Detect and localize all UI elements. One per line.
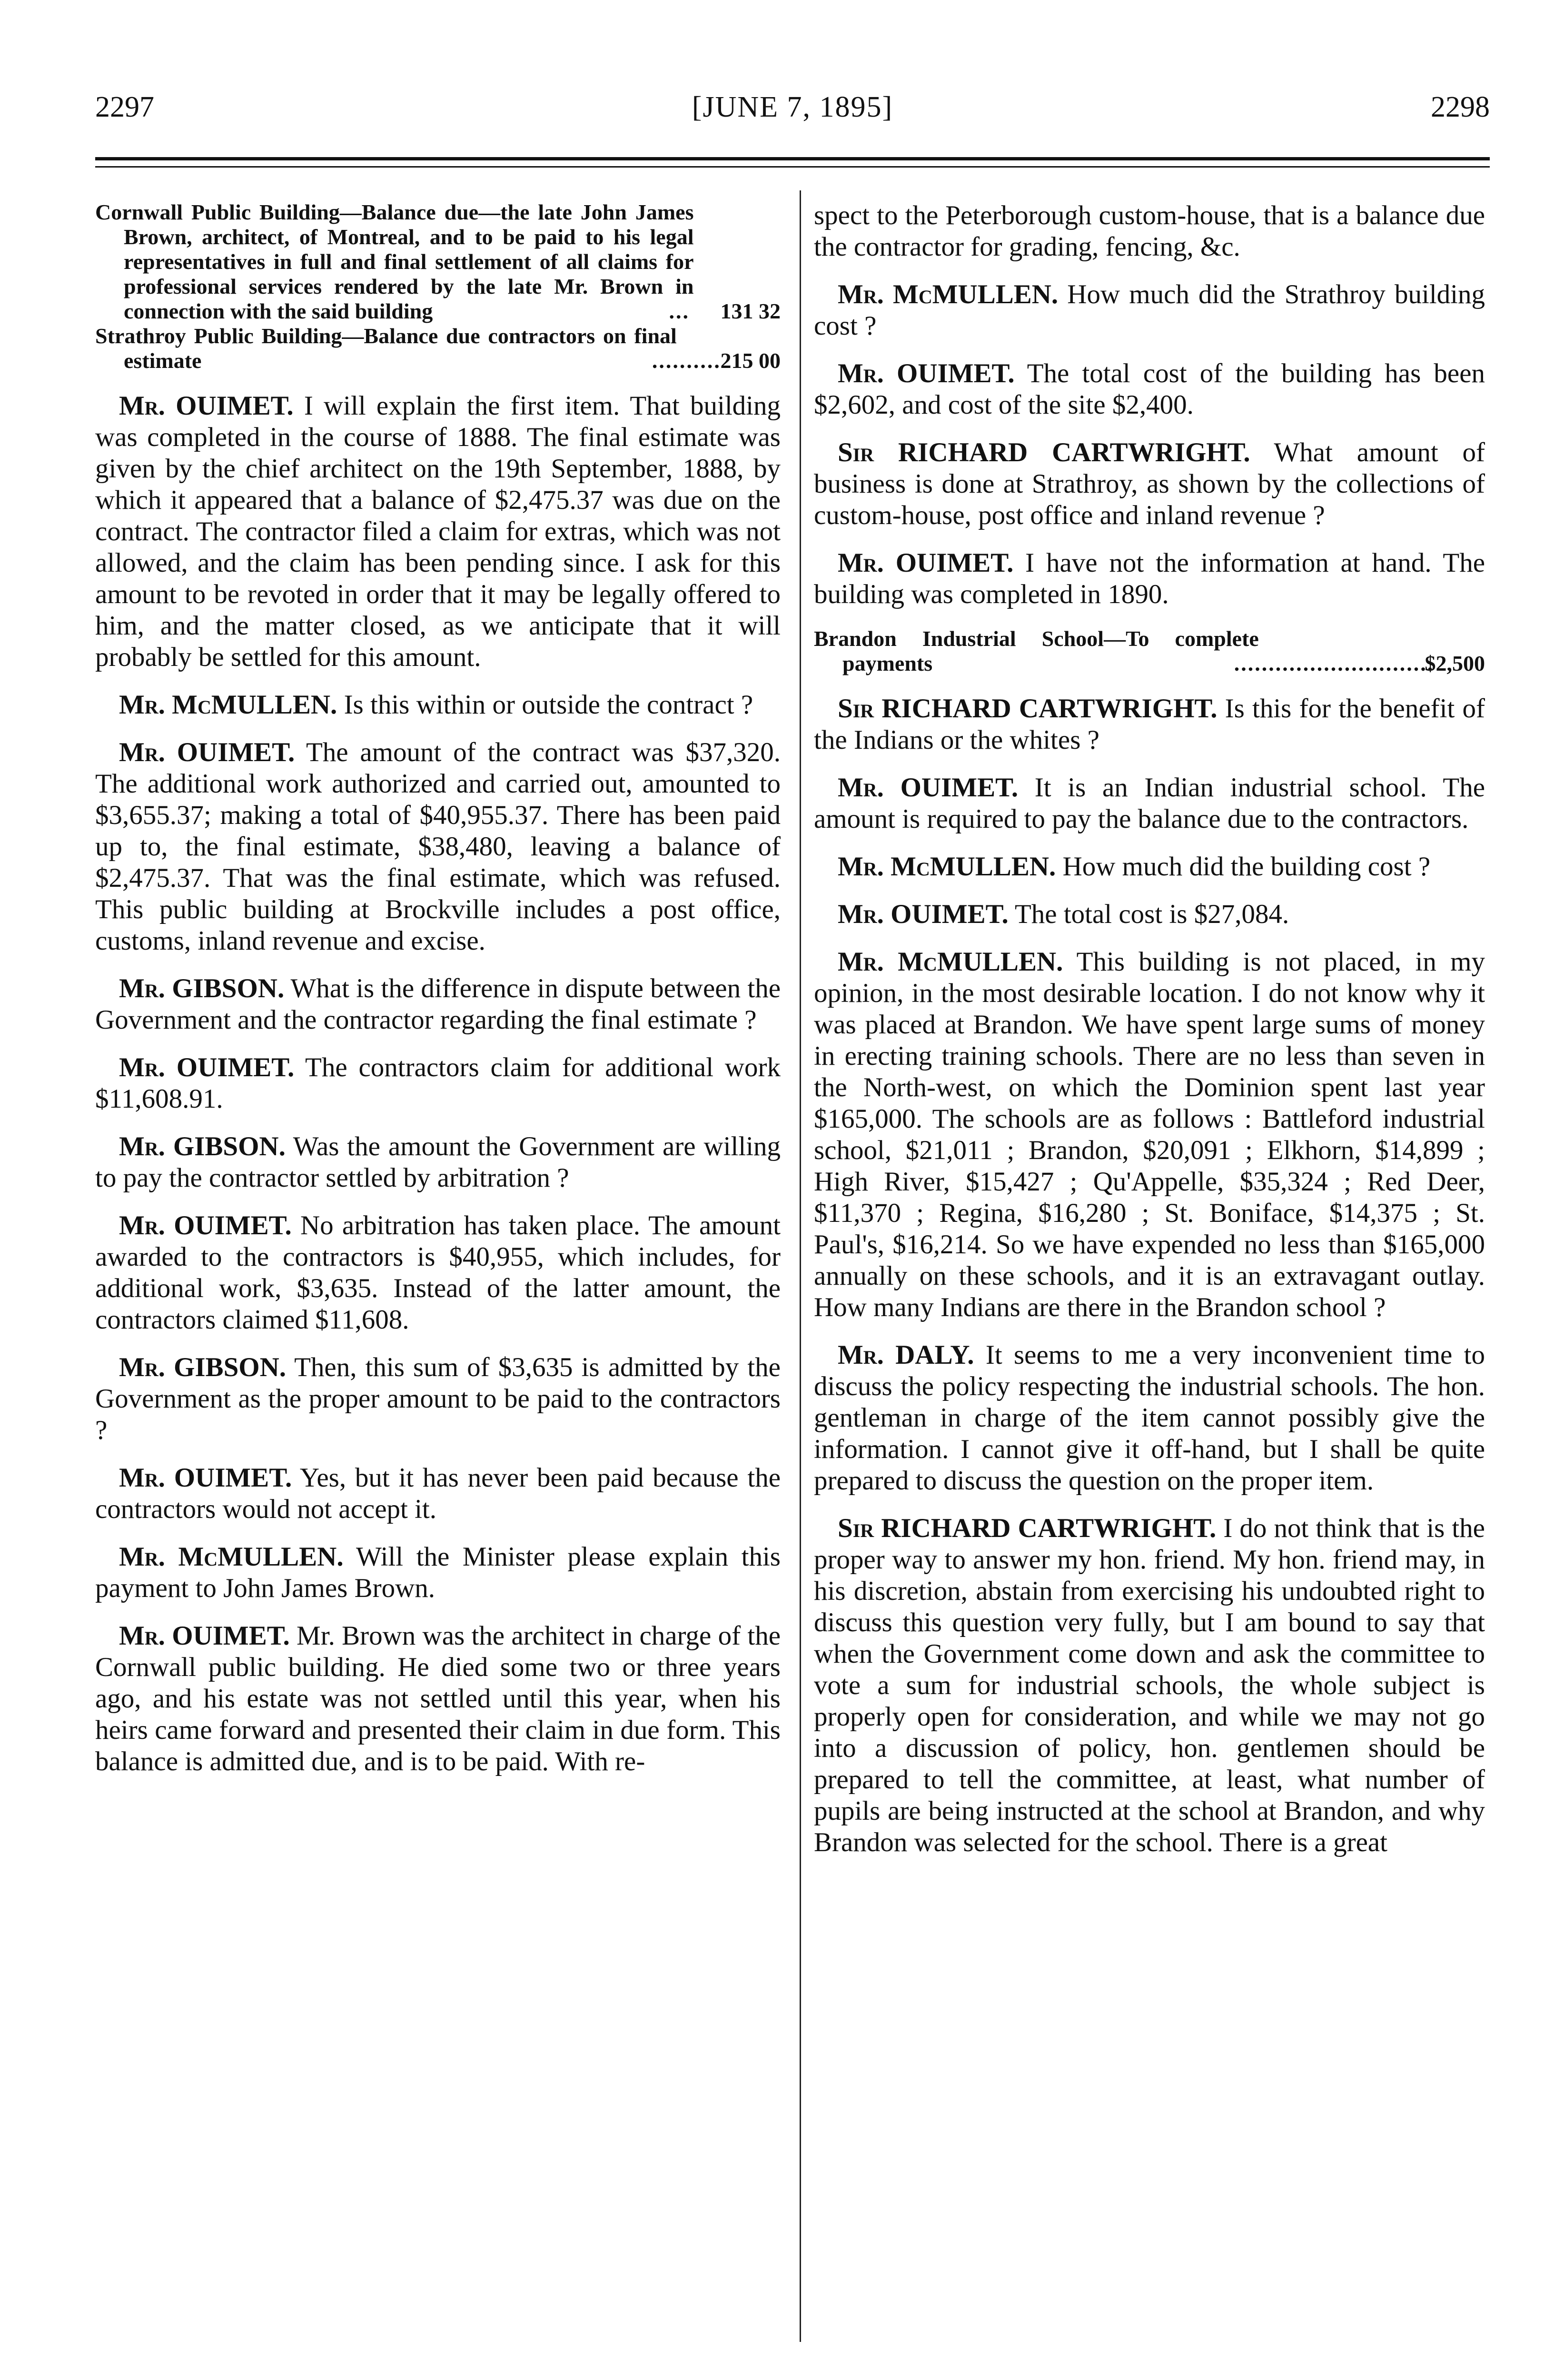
header-rule-thin <box>95 166 1490 168</box>
paragraph-text: Is this for the benefit of the Indians or the whites ? <box>814 694 1485 755</box>
paragraph-text: Mr. Brown was the architect in charge of the Cornwall public building. He died some two or three years ago, and his estate was not settled until this year, when his heirs came forward and presented their claim in due form. This balance is admitted due, and is to be paid. With re- <box>95 1621 781 1776</box>
paragraph-text: spect to the Peterborough custom-house, that is a balance due the contractor for grading, fencing, &c. <box>814 200 1485 262</box>
leader-dots: .......... <box>652 348 721 373</box>
debate-paragraph <box>814 200 1485 263</box>
estimate-item <box>95 324 781 373</box>
estimate-item-amount: 131 32 <box>720 299 781 323</box>
debate-paragraph <box>95 1462 781 1525</box>
paragraph-text: I do not think that is the proper way to answer my hon. friend. My hon. friend may, in his discretion, abstain from exercising his undoubted right to discuss this question very fully, but I am bound to say that when the Government come down and ask the committee to vote a sum for industrial schools, the whole subject is properly open for consideration, and while we may not go into a discussion of policy, hon. gentlemen should be prepared to tell the committee, at least, what number of pupils are being instructed at the school at Brandon, and why Brandon was selected for the school. There is a great <box>814 1513 1485 1857</box>
paragraph-text: The amount of the contract was $37,320. The additional work authorized and carried out, amounted to $3,655.37; making a total of $40,955.37. There has been paid up to, the final estimate, $38,480, leaving a balance of $2,475.37. That was the final estimate, which was refused. This public building at Brockville includes a post office, customs, inland revenue and excise. <box>95 737 781 956</box>
paragraph-text: I will explain the first item. That building was completed in the course of 1888. The final estimate was given by the chief architect on the 19th September, 1888, by which it appeared that a balance of $2,475.37 was due on the contract. The contractor filed a claim for extras, which was not allowed, and the claim has been pending since. I ask for this amount to be revoted in order that it may be legally offered to him, and the matter closed, as we anticipate that it will probably be settled for this amount. <box>95 391 781 672</box>
paragraph-text: What amount of business is done at Strathroy, as shown by the collections of custom-house, post office and inland revenue ? <box>814 437 1485 530</box>
page-header <box>95 90 1490 143</box>
debate-paragraph <box>814 358 1485 421</box>
speaker-name: Mr. McMULLEN. <box>838 947 1063 977</box>
speaker-name: Mr. OUIMET. <box>119 737 295 767</box>
estimate-item <box>814 626 1485 676</box>
speaker-name: Mr. McMULLEN. <box>838 279 1059 309</box>
right-debate-paragraphs-top <box>814 200 1485 610</box>
debate-paragraph <box>95 1541 781 1604</box>
debate-paragraph <box>814 437 1485 531</box>
left-debate-paragraphs <box>95 390 781 1777</box>
speaker-name: Sir RICHARD CARTWRIGHT. <box>838 694 1218 724</box>
estimate-item-text: Strathroy Public Building—Balance due contractors on final estimate <box>95 324 677 373</box>
speaker-name: Mr. OUIMET. <box>838 899 1009 929</box>
estimate-item-amount: $2,500 <box>1425 651 1485 675</box>
paragraph-text: What is the difference in dispute between the Government and the contractor regarding the final estimate ? <box>95 973 781 1035</box>
estimate-items <box>95 200 781 373</box>
speaker-name: Mr. OUIMET. <box>838 773 1019 803</box>
paragraph-text: I have not the information at hand. The building was completed in 1890. <box>814 548 1485 609</box>
estimate-item <box>95 200 781 324</box>
page-number-right: 2298 <box>1431 91 1490 123</box>
debate-paragraph <box>95 1210 781 1336</box>
debate-paragraph <box>814 946 1485 1323</box>
paragraph-text: The total cost of the building has been $2,602, and cost of the site $2,400. <box>814 358 1485 420</box>
left-column <box>95 200 781 1794</box>
debate-paragraph <box>95 1620 781 1777</box>
speaker-name: Mr. OUIMET. <box>119 391 294 421</box>
paragraph-text: It is an Indian industrial school. The amount is required to pay the balance due to the contractors. <box>814 773 1485 834</box>
debate-paragraph <box>814 899 1485 930</box>
speaker-name: Mr. GIBSON. <box>119 1131 286 1161</box>
paragraph-text: Then, this sum of $3,635 is admitted by the Government as the proper amount to be paid to the contractors ? <box>95 1352 781 1445</box>
debate-paragraph <box>814 1339 1485 1497</box>
paragraph-text: Will the Minister please explain this payment to John James Brown. <box>95 1542 781 1603</box>
speaker-name: Mr. DALY. <box>838 1340 974 1370</box>
debate-paragraph <box>95 1052 781 1115</box>
column-divider <box>800 190 801 2342</box>
debate-paragraph <box>95 973 781 1036</box>
estimate-item-amount: 215 00 <box>720 348 781 373</box>
paragraph-text: The contractors claim for additional work $11,608.91. <box>95 1052 781 1114</box>
speaker-name: Sir RICHARD CARTWRIGHT. <box>838 437 1250 467</box>
paragraph-text: How much did the building cost ? <box>1056 852 1431 882</box>
leader-dots: ............................. <box>1234 651 1435 675</box>
right-column <box>814 200 1485 1874</box>
speaker-name: Mr. McMULLEN. <box>119 690 337 720</box>
paragraph-text: This building is not placed, in my opinion, in the most desirable location. I do not know why it was placed at Brandon. We have spent large sums of money in erecting training schools. There are no less than seven in the North-west, on which the Dominion spent last year $165,000. The schools are as follows : Battleford industrial school, $21,011 ; Brandon, $20,091 ; Elkhorn, $14,899 ; High River, $15,427 ; Qu'Appelle, $35,324 ; Red Deer, $11,370 ; Regina, $16,280 ; St. Boniface, $14,375 ; St. Paul's, $16,214. So we have expended no less than $165,000 annually on these schools, and it is an extravagant outlay. How many Indians are there in the Brandon school ? <box>814 947 1485 1322</box>
paragraph-text: Yes, but it has never been paid because the contractors would not accept it. <box>95 1463 781 1524</box>
speaker-name: Mr. OUIMET. <box>838 548 1014 578</box>
paragraph-text: How much did the Strathroy building cost ? <box>814 279 1485 341</box>
speaker-name: Mr. OUIMET. <box>838 358 1015 388</box>
debate-paragraph <box>814 279 1485 342</box>
speaker-name: Mr. OUIMET. <box>119 1210 292 1240</box>
right-debate-paragraphs-bottom <box>814 693 1485 1858</box>
paragraph-text: It seems to me a very inconvenient time to discuss the policy respecting the industrial schools. The hon. gentleman in charge of the item cannot possibly give the information. I cannot give it off-hand, but I shall be quite prepared to discuss the question on the proper item. <box>814 1340 1485 1496</box>
speaker-name: Mr. OUIMET. <box>119 1621 290 1651</box>
debate-paragraph <box>814 693 1485 756</box>
estimate-items-right <box>814 626 1485 676</box>
speaker-name: Mr. McMULLEN. <box>119 1542 344 1572</box>
paragraph-text: Was the amount the Government are willing to pay the contractor settled by arbitration ? <box>95 1131 781 1193</box>
debate-paragraph <box>95 737 781 957</box>
debate-paragraph <box>95 1352 781 1446</box>
estimate-item-text: Brandon Industrial School—To complete payments <box>814 626 1259 675</box>
paragraph-text: No arbitration has taken place. The amount awarded to the contractors is $40,955, which includes, for additional work, $3,635. Instead of the latter amount, the contractors claimed $11,608. <box>95 1210 781 1335</box>
speaker-name: Mr. OUIMET. <box>119 1052 295 1082</box>
debate-paragraph <box>814 851 1485 883</box>
paragraph-text: Is this within or outside the contract ? <box>337 690 753 720</box>
debate-paragraph <box>95 689 781 721</box>
debate-paragraph <box>95 1131 781 1194</box>
debate-paragraph <box>814 1513 1485 1858</box>
debate-paragraph <box>814 547 1485 610</box>
header-rule-thick <box>95 157 1490 160</box>
speaker-name: Sir RICHARD CARTWRIGHT. <box>838 1513 1217 1543</box>
page-number-left: 2297 <box>95 91 154 123</box>
speaker-name: Mr. GIBSON. <box>119 973 285 1003</box>
leader-dots: ... <box>669 299 690 323</box>
estimate-item-text: Cornwall Public Building—Balance due—the late John James Brown, architect, of Montreal, and to be paid to his legal representatives in full and final settlement of all claims for professional services rendered by the late Mr. Brown in connection with the said building <box>95 200 694 323</box>
debate-paragraph <box>95 390 781 673</box>
speaker-name: Mr. McMULLEN. <box>838 852 1056 882</box>
page-date-title: [JUNE 7, 1895] <box>692 91 893 123</box>
paragraph-text: The total cost is $27,084. <box>1008 899 1289 929</box>
speaker-name: Mr. OUIMET. <box>119 1463 292 1493</box>
debate-paragraph <box>814 772 1485 835</box>
speaker-name: Mr. GIBSON. <box>119 1352 287 1382</box>
